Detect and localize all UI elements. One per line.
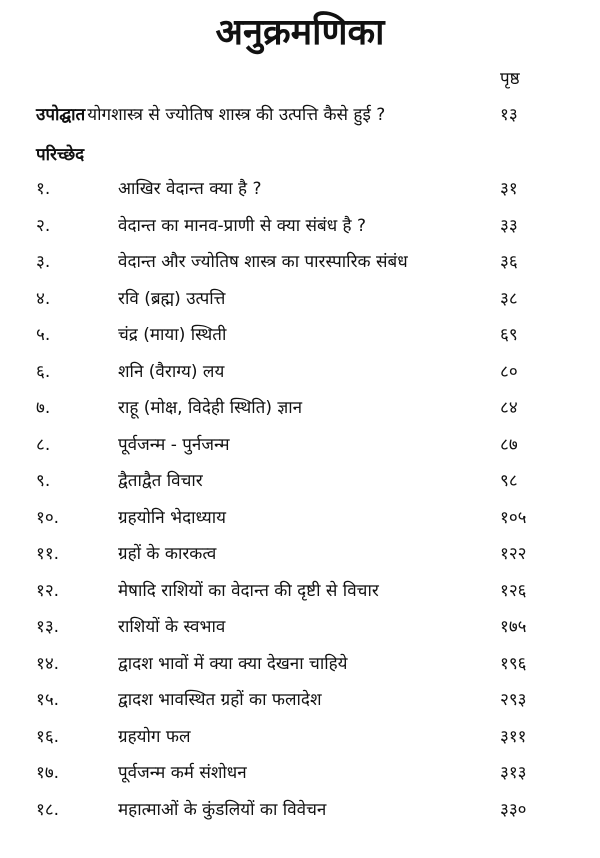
toc-entry bbox=[36, 390, 576, 427]
intro-title: योगशास्त्र से ज्योतिष शास्त्र की उत्पत्ति कैसे हुई ? bbox=[87, 105, 386, 125]
entry-number: १३. bbox=[36, 617, 60, 637]
toc-entry bbox=[36, 792, 576, 829]
entry-number: २. bbox=[36, 215, 51, 236]
toc-entry bbox=[36, 719, 576, 756]
entry-title: मेषादि राशियों का वेदान्त की दृष्टी से विचार bbox=[118, 580, 379, 601]
entry-title: राशियों के स्वभाव bbox=[118, 617, 226, 637]
entry-number: १५. bbox=[36, 690, 60, 710]
entry-title: ग्रहयोनि भेदाध्याय bbox=[118, 507, 227, 528]
toc-entry bbox=[36, 536, 576, 573]
toc-entry bbox=[36, 317, 576, 354]
entry-number: ६. bbox=[36, 361, 51, 382]
toc-entry bbox=[36, 463, 576, 500]
entry-number: ५. bbox=[36, 325, 51, 345]
entry-title: पूर्वजन्म कर्म संशोधन bbox=[118, 763, 247, 783]
entry-number: १४. bbox=[36, 653, 60, 674]
entry-number: १८. bbox=[36, 799, 60, 820]
toc-entry bbox=[36, 682, 576, 719]
toc-list bbox=[36, 171, 576, 828]
toc-entry bbox=[36, 573, 576, 610]
entry-title: द्वादश भावस्थित ग्रहों का फलादेश bbox=[118, 690, 322, 710]
intro-page-number: १३ bbox=[500, 105, 518, 125]
entry-number: ११. bbox=[36, 544, 60, 564]
entry-page-number: १७५ bbox=[500, 617, 527, 637]
entry-number: १. bbox=[36, 179, 51, 199]
toc-entry bbox=[36, 646, 576, 683]
entry-title: चंद्र (माया) स्थिती bbox=[118, 325, 227, 345]
entry-page-number: ६९ bbox=[500, 325, 518, 345]
entry-page-number: ३३० bbox=[500, 799, 527, 820]
entry-page-number: ९८ bbox=[500, 471, 518, 491]
entry-page-number: ३३ bbox=[500, 215, 518, 236]
toc-entry bbox=[36, 500, 576, 537]
toc-entry bbox=[36, 427, 576, 464]
intro-entry bbox=[36, 100, 576, 130]
intro-label: उपोद्घात bbox=[36, 105, 86, 125]
entry-title: वेदान्त का मानव-प्राणी से क्या संबंध है ? bbox=[118, 215, 367, 236]
entry-title: शनि (वैराग्य) लय bbox=[118, 361, 225, 382]
section-heading: परिच्छेद bbox=[36, 145, 85, 165]
entry-page-number: १०५ bbox=[500, 507, 527, 528]
entry-title: पूर्वजन्म - पुर्नजन्म bbox=[118, 434, 230, 455]
entry-number: १०. bbox=[36, 507, 60, 528]
entry-page-number: ८७ bbox=[500, 434, 518, 455]
entry-page-number: १९६ bbox=[500, 653, 527, 674]
entry-title: द्वादश भावों में क्या क्या देखना चाहिये bbox=[118, 653, 348, 674]
toc-entry bbox=[36, 755, 576, 792]
entry-number: १६. bbox=[36, 726, 60, 747]
entry-number: ८. bbox=[36, 434, 51, 455]
entry-number: ४. bbox=[36, 288, 51, 309]
entry-page-number: ३११ bbox=[500, 726, 527, 747]
entry-title: आखिर वेदान्त क्या है ? bbox=[118, 179, 262, 199]
entry-number: १७. bbox=[36, 763, 60, 783]
entry-title: महात्माओं के कुंडलियों का विवेचन bbox=[118, 799, 327, 820]
entry-number: ७. bbox=[36, 398, 51, 418]
entry-title: राहू (मोक्ष, विदेही स्थिति) ज्ञान bbox=[118, 398, 303, 418]
toc-entry bbox=[36, 208, 576, 245]
entry-page-number: ८० bbox=[500, 361, 518, 382]
entry-page-number: १२२ bbox=[500, 544, 527, 564]
toc-entry bbox=[36, 354, 576, 391]
entry-title: ग्रहयोग फल bbox=[118, 726, 191, 747]
entry-number: १२. bbox=[36, 580, 60, 601]
entry-number: ९. bbox=[36, 471, 51, 491]
entry-title: द्वैताद्वैत विचार bbox=[118, 471, 203, 491]
entry-title: वेदान्त और ज्योतिष शास्त्र का पारस्पारिक संबंध bbox=[118, 252, 408, 272]
page-column-header: पृष्ठ bbox=[500, 69, 520, 89]
entry-page-number: ८४ bbox=[500, 398, 518, 418]
toc-entry bbox=[36, 281, 576, 318]
page-title: अनुक्रमणिका bbox=[215, 12, 385, 53]
toc-entry bbox=[36, 171, 576, 208]
entry-title: रवि (ब्रह्म) उत्पत्ति bbox=[118, 288, 226, 309]
entry-title: ग्रहों के कारकत्व bbox=[118, 544, 217, 564]
toc-entry bbox=[36, 609, 576, 646]
entry-page-number: २९३ bbox=[500, 690, 527, 710]
entry-page-number: ३१३ bbox=[500, 763, 527, 783]
entry-page-number: ३८ bbox=[500, 288, 518, 309]
entry-page-number: ३१ bbox=[500, 179, 518, 199]
entry-page-number: १२६ bbox=[500, 580, 527, 601]
entry-page-number: ३६ bbox=[500, 252, 518, 272]
entry-number: ३. bbox=[36, 252, 51, 272]
toc-entry bbox=[36, 244, 576, 281]
